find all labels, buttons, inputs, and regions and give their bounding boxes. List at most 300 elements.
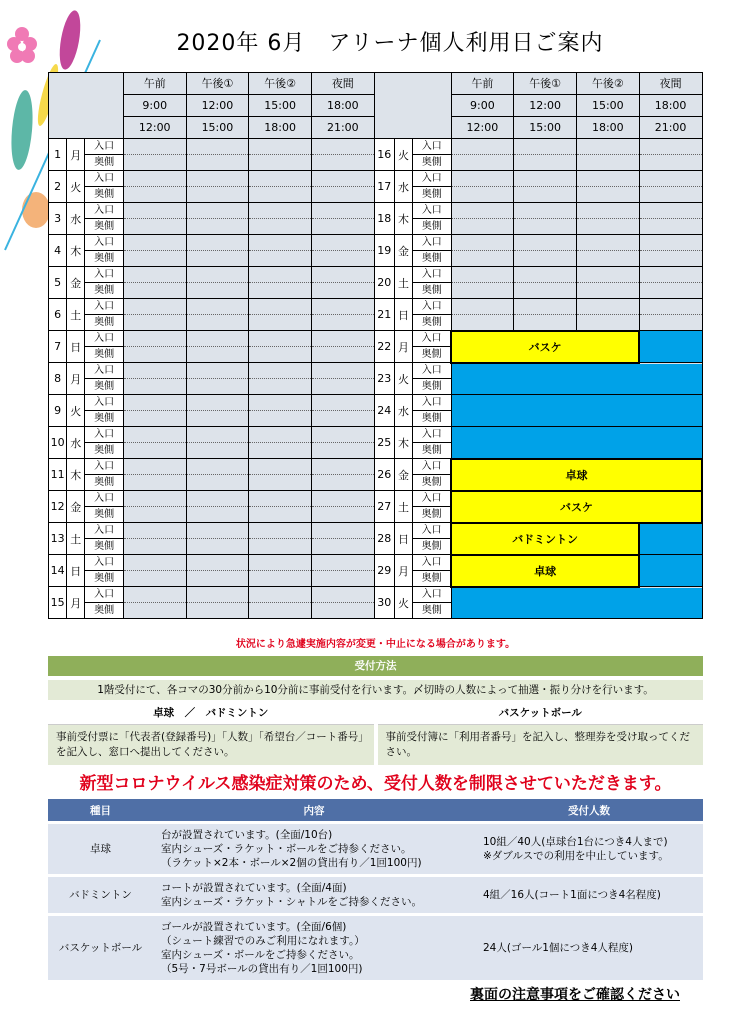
slot-end: 12:00 — [451, 117, 514, 139]
slot-cell — [123, 427, 186, 443]
slot-cell — [514, 187, 577, 203]
court-label: 奥側 — [85, 571, 123, 587]
day-weekday: 火 — [394, 139, 412, 171]
court-label: 奥側 — [85, 539, 123, 555]
day-number: 16 — [374, 139, 394, 171]
slot-cell — [311, 347, 374, 363]
event-cell — [639, 331, 702, 363]
court-label: 入口 — [85, 267, 123, 283]
slot-cell — [639, 203, 702, 219]
slot-cell — [249, 267, 312, 283]
slot-cell — [451, 171, 514, 187]
slot-cell — [249, 379, 312, 395]
info-row — [48, 877, 703, 913]
sport-content — [153, 916, 475, 980]
slot-cell — [123, 395, 186, 411]
slot-cell — [249, 331, 312, 347]
slot-cell — [186, 187, 249, 203]
day-weekday: 月 — [67, 363, 85, 395]
court-label: 奥側 — [413, 443, 451, 459]
slot-cell — [576, 155, 639, 171]
court-label: 入口 — [85, 171, 123, 187]
slot-cell — [249, 443, 312, 459]
event-cell — [639, 523, 702, 555]
court-label: 入口 — [413, 331, 451, 347]
content-line: 室内シューズ・ラケット・ボールをご持参ください。 — [161, 843, 412, 855]
slot-cell — [576, 267, 639, 283]
event-cell — [451, 395, 702, 427]
day-number: 18 — [374, 203, 394, 235]
slot-start: 12:00 — [186, 95, 249, 117]
slot-cell — [249, 395, 312, 411]
slot-cell — [249, 459, 312, 475]
slot-cell — [576, 251, 639, 267]
event-cell: バドミントン — [451, 523, 639, 555]
slot-cell — [186, 235, 249, 251]
slot-start: 9:00 — [123, 95, 186, 117]
slot-cell — [514, 155, 577, 171]
event-cell: バスケ — [451, 331, 639, 363]
court-label: 奥側 — [413, 251, 451, 267]
slot-cell — [451, 187, 514, 203]
info-header-sport: 種目 — [48, 799, 153, 821]
court-label: 入口 — [413, 235, 451, 251]
slot-cell — [514, 251, 577, 267]
slot-cell — [311, 363, 374, 379]
slot-cell — [514, 315, 577, 331]
slot-cell — [249, 411, 312, 427]
content-line: （シュート練習でのみご利用になれます。） — [161, 935, 365, 947]
slot-cell — [123, 571, 186, 587]
slot-cell — [249, 523, 312, 539]
sport-capacity — [475, 916, 703, 980]
slot-cell — [311, 187, 374, 203]
day-weekday: 日 — [394, 299, 412, 331]
slot-cell — [311, 459, 374, 475]
court-label: 入口 — [85, 331, 123, 347]
day-number: 6 — [49, 299, 67, 331]
sport-name: 卓球 — [48, 824, 153, 874]
court-label: 入口 — [85, 587, 123, 603]
slot-cell — [514, 267, 577, 283]
content-line: （5号・7号ボールの貸出有り／1回100円) — [161, 963, 363, 975]
slot-end: 12:00 — [123, 117, 186, 139]
slot-cell — [249, 539, 312, 555]
slot-cell — [123, 379, 186, 395]
capacity-line: 10組／40人(卓球台1台につき4人まで) — [483, 836, 668, 848]
slot-cell — [576, 219, 639, 235]
day-weekday: 土 — [67, 299, 85, 331]
slot-name: 午後① — [186, 73, 249, 95]
court-label: 入口 — [85, 491, 123, 507]
slot-cell — [186, 155, 249, 171]
content-line: コートが設置されています。(全面/4面) — [161, 882, 347, 894]
slot-cell — [123, 539, 186, 555]
reception-right-heading: バスケットボール — [378, 702, 704, 725]
court-label: 奥側 — [413, 347, 451, 363]
slot-cell — [639, 315, 702, 331]
capacity-line: 24人(ゴール1個につき4人程度) — [483, 942, 633, 954]
reception-left-heading: 卓球 ／ バドミントン — [48, 702, 374, 725]
court-label: 入口 — [85, 395, 123, 411]
sport-name: バドミントン — [48, 877, 153, 913]
day-number: 13 — [49, 523, 67, 555]
slot-cell — [249, 475, 312, 491]
court-label: 入口 — [413, 171, 451, 187]
slot-cell — [186, 587, 249, 603]
slot-cell — [123, 315, 186, 331]
court-label: 入口 — [413, 203, 451, 219]
court-label: 入口 — [85, 139, 123, 155]
slot-cell — [311, 475, 374, 491]
slot-cell — [311, 587, 374, 603]
slot-name: 夜間 — [639, 73, 702, 95]
day-weekday: 日 — [67, 555, 85, 587]
slot-cell — [249, 283, 312, 299]
slot-end: 15:00 — [186, 117, 249, 139]
slot-name: 午前 — [451, 73, 514, 95]
day-weekday: 月 — [67, 587, 85, 619]
day-weekday: 木 — [67, 459, 85, 491]
court-label: 奥側 — [85, 155, 123, 171]
slot-cell — [311, 411, 374, 427]
slot-cell — [123, 363, 186, 379]
court-label: 奥側 — [85, 507, 123, 523]
slot-cell — [311, 379, 374, 395]
slot-cell — [186, 347, 249, 363]
court-label: 奥側 — [413, 539, 451, 555]
slot-cell — [639, 171, 702, 187]
slot-cell — [186, 571, 249, 587]
slot-cell — [311, 331, 374, 347]
court-label: 奥側 — [413, 155, 451, 171]
court-label: 入口 — [413, 363, 451, 379]
court-label: 奥側 — [85, 187, 123, 203]
slot-cell — [576, 283, 639, 299]
day-number: 15 — [49, 587, 67, 619]
slot-cell — [451, 203, 514, 219]
slot-start: 18:00 — [639, 95, 702, 117]
slot-cell — [186, 523, 249, 539]
court-label: 入口 — [413, 459, 451, 475]
slot-cell — [311, 555, 374, 571]
day-number: 27 — [374, 491, 394, 523]
slot-cell — [186, 363, 249, 379]
slot-end: 21:00 — [639, 117, 702, 139]
slot-cell — [123, 459, 186, 475]
slot-cell — [123, 491, 186, 507]
day-weekday: 木 — [394, 203, 412, 235]
day-number: 26 — [374, 459, 394, 491]
info-header-content: 内容 — [153, 799, 475, 821]
slot-cell — [123, 443, 186, 459]
day-number: 7 — [49, 331, 67, 363]
slot-cell — [123, 475, 186, 491]
day-number: 17 — [374, 171, 394, 203]
day-weekday: 火 — [394, 587, 412, 619]
day-number: 22 — [374, 331, 394, 363]
court-label: 入口 — [85, 203, 123, 219]
court-label: 入口 — [413, 491, 451, 507]
slot-cell — [311, 395, 374, 411]
court-label: 奥側 — [413, 603, 451, 619]
slot-cell — [186, 299, 249, 315]
slot-cell — [186, 283, 249, 299]
slot-name: 夜間 — [311, 73, 374, 95]
slot-cell — [123, 587, 186, 603]
info-row — [48, 916, 703, 980]
slot-cell — [639, 251, 702, 267]
slot-cell — [311, 427, 374, 443]
slot-cell — [514, 203, 577, 219]
slot-cell — [249, 603, 312, 619]
slot-cell — [451, 155, 514, 171]
day-weekday: 金 — [67, 491, 85, 523]
slot-cell — [123, 507, 186, 523]
slot-cell — [123, 603, 186, 619]
slot-cell — [311, 171, 374, 187]
slot-cell — [186, 411, 249, 427]
slot-cell — [576, 299, 639, 315]
info-header-capacity: 受付人数 — [475, 799, 703, 821]
court-label: 入口 — [413, 299, 451, 315]
court-label: 入口 — [85, 555, 123, 571]
content-line: 室内シューズ・ボールをご持参ください。 — [161, 949, 360, 961]
day-number: 10 — [49, 427, 67, 459]
day-weekday: 木 — [394, 427, 412, 459]
day-number: 14 — [49, 555, 67, 587]
slot-end: 15:00 — [514, 117, 577, 139]
slot-cell — [186, 395, 249, 411]
slot-start: 15:00 — [249, 95, 312, 117]
slot-start: 9:00 — [451, 95, 514, 117]
slot-cell — [451, 235, 514, 251]
slot-cell — [514, 235, 577, 251]
slot-cell — [311, 219, 374, 235]
content-line: （ラケット×2本・ボール×2個の貸出有り／1回100円) — [161, 857, 422, 869]
sport-capacity — [475, 877, 703, 913]
slot-cell — [639, 187, 702, 203]
slot-name: 午後② — [249, 73, 312, 95]
court-label: 入口 — [85, 235, 123, 251]
court-label: 奥側 — [85, 347, 123, 363]
day-weekday: 土 — [67, 523, 85, 555]
event-cell: 卓球 — [451, 555, 639, 587]
day-number: 4 — [49, 235, 67, 267]
slot-cell — [451, 299, 514, 315]
day-weekday: 火 — [67, 171, 85, 203]
court-label: 入口 — [413, 395, 451, 411]
court-label: 奥側 — [85, 315, 123, 331]
slot-cell — [514, 299, 577, 315]
slot-cell — [123, 555, 186, 571]
slot-cell — [451, 139, 514, 155]
slot-cell — [249, 299, 312, 315]
slot-cell — [311, 299, 374, 315]
day-weekday: 木 — [67, 235, 85, 267]
slot-cell — [249, 347, 312, 363]
slot-cell — [311, 267, 374, 283]
slot-cell — [123, 235, 186, 251]
slot-cell — [249, 571, 312, 587]
slot-cell — [451, 219, 514, 235]
sport-name: バスケットボール — [48, 916, 153, 980]
event-cell: 卓球 — [451, 459, 702, 491]
day-weekday: 水 — [67, 427, 85, 459]
slot-cell — [186, 475, 249, 491]
court-label: 奥側 — [85, 379, 123, 395]
slot-cell — [186, 379, 249, 395]
slot-cell — [576, 235, 639, 251]
slot-cell — [123, 155, 186, 171]
sport-capacity — [475, 824, 703, 874]
slot-cell — [311, 283, 374, 299]
slot-cell — [311, 203, 374, 219]
slot-cell — [249, 427, 312, 443]
day-number: 2 — [49, 171, 67, 203]
day-weekday: 月 — [394, 555, 412, 587]
court-label: 奥側 — [85, 443, 123, 459]
info-row — [48, 824, 703, 874]
slot-cell — [639, 139, 702, 155]
slot-cell — [249, 587, 312, 603]
slot-cell — [123, 523, 186, 539]
slot-end: 21:00 — [311, 117, 374, 139]
slot-cell — [186, 331, 249, 347]
slot-cell — [311, 491, 374, 507]
court-label: 奥側 — [85, 475, 123, 491]
slot-cell — [451, 315, 514, 331]
slot-end: 18:00 — [249, 117, 312, 139]
slot-cell — [123, 267, 186, 283]
slot-cell — [639, 219, 702, 235]
day-weekday: 火 — [67, 395, 85, 427]
slot-start: 12:00 — [514, 95, 577, 117]
day-weekday: 水 — [394, 171, 412, 203]
reception-basketball — [378, 702, 704, 764]
court-label: 入口 — [85, 459, 123, 475]
day-number: 24 — [374, 395, 394, 427]
day-weekday: 金 — [394, 459, 412, 491]
slot-cell — [186, 171, 249, 187]
slot-cell — [249, 203, 312, 219]
day-weekday: 日 — [67, 331, 85, 363]
court-label: 入口 — [413, 427, 451, 443]
content-line: ゴールが設置されています。(全面/6個) — [161, 921, 347, 933]
day-weekday: 土 — [394, 491, 412, 523]
slot-start: 15:00 — [576, 95, 639, 117]
day-number: 11 — [49, 459, 67, 491]
slot-cell — [311, 523, 374, 539]
slot-cell — [123, 347, 186, 363]
slot-cell — [123, 187, 186, 203]
court-label: 奥側 — [413, 507, 451, 523]
slot-cell — [186, 251, 249, 267]
day-weekday: 月 — [67, 139, 85, 171]
slot-cell — [123, 283, 186, 299]
slot-cell — [451, 283, 514, 299]
sport-content — [153, 877, 475, 913]
slot-cell — [576, 139, 639, 155]
capacity-line: ※ダブルスでの利用を中止しています。 — [483, 850, 669, 862]
slot-cell — [311, 235, 374, 251]
sport-content — [153, 824, 475, 874]
slot-cell — [451, 251, 514, 267]
court-label: 入口 — [413, 587, 451, 603]
court-label: 入口 — [413, 555, 451, 571]
slot-cell — [249, 507, 312, 523]
day-number: 19 — [374, 235, 394, 267]
reception-summary: 1階受付にて、各コマの30分前から10分前に事前受付を行います。〆切時の人数によって抽選・振り分けを行います。 — [48, 680, 703, 700]
court-label: 奥側 — [85, 219, 123, 235]
slot-cell — [639, 235, 702, 251]
court-label: 奥側 — [413, 411, 451, 427]
slot-cell — [639, 267, 702, 283]
day-weekday: 金 — [67, 267, 85, 299]
slot-name: 午後② — [576, 73, 639, 95]
slot-cell — [123, 139, 186, 155]
slot-cell — [186, 539, 249, 555]
reception-table-tennis-badminton — [48, 702, 374, 764]
schedule-table — [48, 72, 703, 619]
event-cell — [451, 363, 702, 395]
header-blank — [374, 73, 451, 139]
court-label: 奥側 — [413, 283, 451, 299]
court-label: 奥側 — [85, 283, 123, 299]
day-weekday: 月 — [394, 331, 412, 363]
slot-cell — [186, 443, 249, 459]
slot-cell — [576, 315, 639, 331]
slot-cell — [249, 491, 312, 507]
slot-cell — [514, 283, 577, 299]
slot-cell — [186, 203, 249, 219]
slot-cell — [249, 235, 312, 251]
slot-cell — [576, 203, 639, 219]
day-weekday: 金 — [394, 235, 412, 267]
day-weekday: 水 — [67, 203, 85, 235]
slot-cell — [186, 491, 249, 507]
slot-cell — [249, 171, 312, 187]
slot-cell — [639, 299, 702, 315]
day-number: 30 — [374, 587, 394, 619]
footer-note: 裏面の注意事項をご確認ください — [470, 987, 680, 1003]
slot-cell — [249, 555, 312, 571]
header-blank — [49, 73, 124, 139]
court-label: 入口 — [413, 267, 451, 283]
slot-cell — [311, 155, 374, 171]
court-label: 奥側 — [413, 571, 451, 587]
slot-cell — [123, 203, 186, 219]
content-line: 室内シューズ・ラケット・シャトルをご持参ください。 — [161, 896, 423, 908]
capacity-line: 4組／16人(コート1面につき4名程度) — [483, 889, 661, 901]
day-number: 23 — [374, 363, 394, 395]
slot-cell — [311, 315, 374, 331]
slot-cell — [311, 443, 374, 459]
reception-title: 受付方法 — [48, 656, 703, 676]
day-weekday: 日 — [394, 523, 412, 555]
slot-cell — [186, 427, 249, 443]
slot-cell — [249, 219, 312, 235]
slot-cell — [576, 171, 639, 187]
slot-cell — [311, 251, 374, 267]
slot-cell — [514, 171, 577, 187]
court-label: 奥側 — [413, 219, 451, 235]
reception-left-body: 事前受付票に「代表者(登録番号)」「人数」「希望台／コート番号」を記入し、窓口へ提出してください。 — [48, 725, 374, 765]
slot-cell — [186, 507, 249, 523]
slot-cell — [311, 139, 374, 155]
day-number: 3 — [49, 203, 67, 235]
slot-cell — [249, 187, 312, 203]
